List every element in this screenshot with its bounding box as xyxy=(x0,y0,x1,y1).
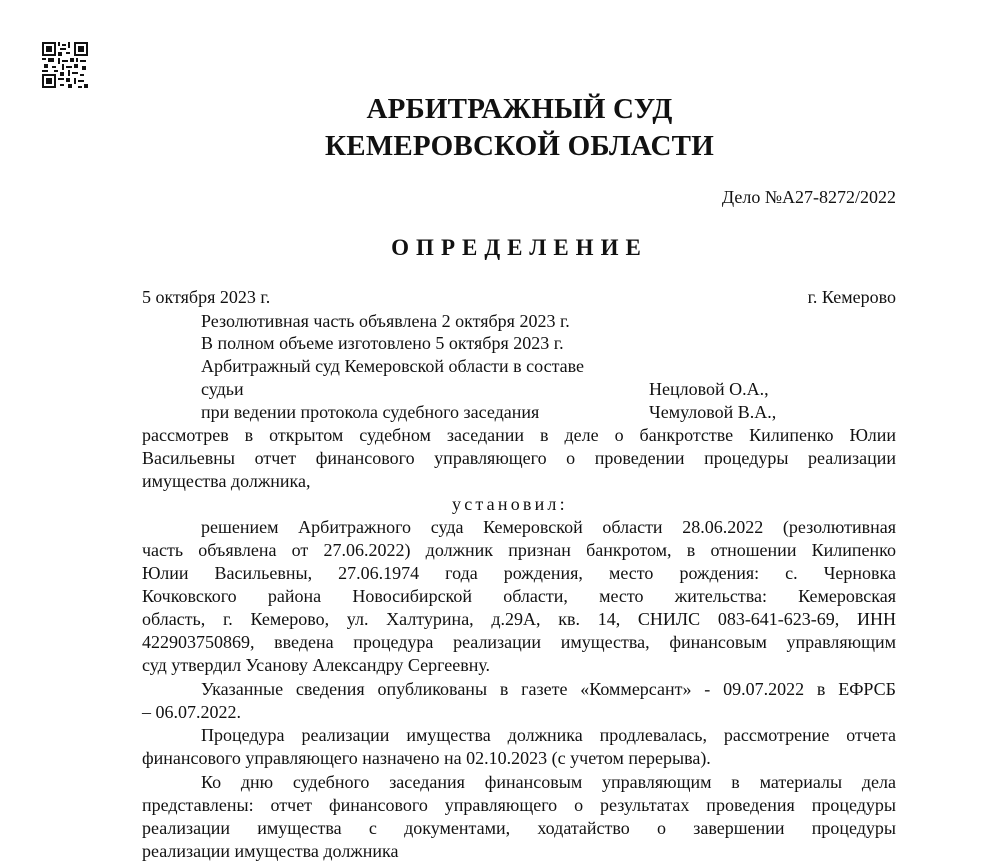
paragraph-line: решением Арбитражного суда Кемеровской области 28.06.2022 (резолютивная xyxy=(201,517,896,537)
operative-part-note: Резолютивная часть объявлена 2 октября 2023 г. xyxy=(201,311,570,331)
paragraph-line: Ко дню судебного заседания финансовым управляющим в материалы дела xyxy=(201,772,896,792)
qr-code-icon xyxy=(42,42,88,88)
judge-name: Нецловой О.А., xyxy=(649,379,769,399)
paragraph-line: Кочковского района Новосибирской области, место жительства: Кемеровская xyxy=(142,586,896,606)
intro-line: рассмотрев в открытом судебном заседании в деле о банкротстве Килипенко Юлии xyxy=(142,425,896,445)
paragraph-line: суд утвердил Усанову Александру Сергеевну. xyxy=(142,655,491,675)
document-title: ОПРЕДЕЛЕНИЕ xyxy=(391,235,648,260)
court-name-line-1: АРБИТРАЖНЫЙ СУД xyxy=(366,93,673,125)
court-composition: Арбитражный суд Кемеровской области в составе xyxy=(201,356,585,376)
full-text-note: В полном объеме изготовлено 5 октября 2023 г. xyxy=(201,333,564,353)
paragraph-line: Указанные сведения опубликованы в газете «Коммерсант» - 09.07.2022 в ЕФРСБ xyxy=(201,679,896,699)
intro-line: имущества должника, xyxy=(142,471,311,491)
decision-city: г. Кемерово xyxy=(807,287,896,307)
paragraph-line: 422903750869, введена процедура реализации имущества, финансовым управляющим xyxy=(142,632,896,652)
paragraph-line: Процедура реализации имущества должника продлевалась, рассмотрение отчета xyxy=(201,725,896,745)
paragraph-line: реализации имущества должника xyxy=(142,841,399,861)
decision-date: 5 октября 2023 г. xyxy=(142,287,271,307)
case-number: Дело №А27-8272/2022 xyxy=(721,187,896,207)
judge-label: судьи xyxy=(201,379,244,399)
paragraph-line: часть объявлена от 27.06.2022) должник признан банкротом, в отношении Килипенко xyxy=(142,540,896,560)
paragraph-line: Юлии Васильевны, 27.06.1974 года рождения, место рождения: с. Черновка xyxy=(142,563,896,583)
secretary-name: Чемуловой В.А., xyxy=(649,402,777,422)
paragraph-line: представлены: отчет финансового управляющего о результатах проведения процедуры xyxy=(142,795,896,815)
established-heading: установил: xyxy=(452,494,568,514)
court-name-line-2: КЕМЕРОВСКОЙ ОБЛАСТИ xyxy=(325,130,714,162)
paragraph-line: область, г. Кемерово, ул. Халтурина, д.29А, кв. 14, СНИЛС 083-641-623-69, ИНН xyxy=(142,609,896,629)
paragraph-line: – 06.07.2022. xyxy=(142,702,241,722)
paragraph-line: финансового управляющего назначено на 02.10.2023 (с учетом перерыва). xyxy=(142,748,711,768)
paragraph-line: реализации имущества с документами, ходатайство о завершении процедуры xyxy=(142,818,896,838)
intro-line: Васильевны отчет финансового управляющего о проведении процедуры реализации xyxy=(142,448,896,468)
secretary-label: при ведении протокола судебного заседания xyxy=(201,402,540,422)
